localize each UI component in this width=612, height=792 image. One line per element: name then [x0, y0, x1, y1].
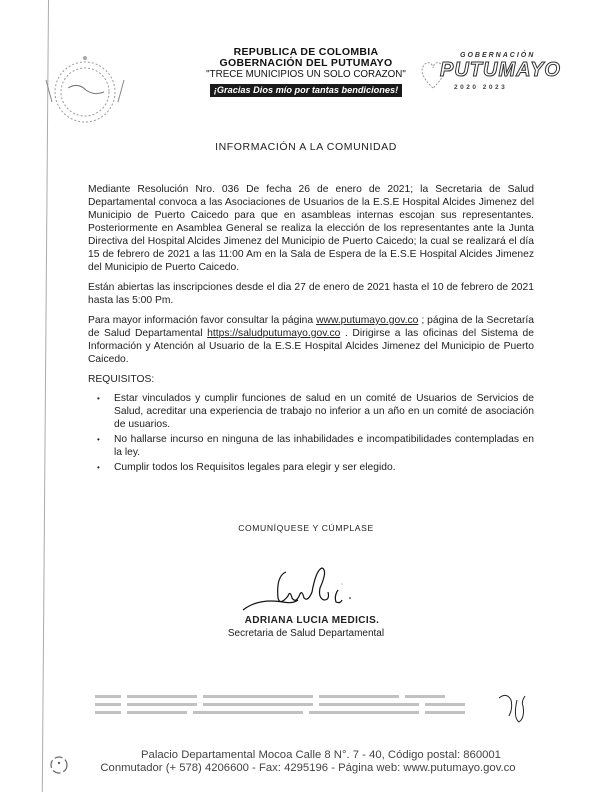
logo-label-years: 2020 2023	[454, 84, 508, 91]
header-banner: ¡Gracias Dios mío por tantas bendiciones!	[210, 84, 402, 97]
link-putumayo[interactable]: www.putumayo.gov.co	[316, 315, 419, 326]
page-footer	[0, 749, 612, 775]
coat-of-arms-seal-icon	[38, 50, 133, 130]
link-salud-putumayo[interactable]: https://saludputumayo.gov.co	[207, 328, 341, 339]
logo-label-top: GOBERNACIÓN	[460, 52, 536, 59]
requirements-list	[88, 392, 534, 474]
signer-block	[0, 614, 612, 640]
paragraph-resolution: Mediante Resolución Nro. 036 De fecha 26 de enero de 2021; la Secretaria de Salud Departamental convoca a las Asociaciones de Usuarios de la E.S.E Hospital Alcides Jimenez del Municipio de Puerto Caicedo para que en asambleas internas escojan sus representantes. Posteriormente en Asamblea General se realiza la elección de los representantes ante la Junta Directiva del Hospital Alcides Jimenez del Municipio de Puerto Caicedo; la cual se realizará el día 15 de febrero de 2021 a las 11:00 Am en la Sala de Espera de la E.S.E Hospital Alcides Jimenez del Municipio de Puerto Caicedo.	[88, 184, 534, 273]
document-title: INFORMACIÓN A LA COMUNIDAD	[215, 141, 397, 153]
info-text-3: . Dirigirse a las oficinas del Sistema de Información y Atención al Usuario de la E.S.E Hospital Alcides Jimenez del Municipio de Puerto Caicedo.	[88, 328, 534, 365]
paragraph-registration: Están abiertas las inscripciones desde el dia 27 de enero de 2021 hasta el 10 de febrero de 2021 hasta las 5:00 Pm.	[88, 282, 534, 306]
header-slogan: "TRECE MUNICIPIOS UN SOLO CORAZON"	[206, 69, 406, 80]
requirement-item: • Cumplir todos los Requisitos legales para elegir y ser elegido.	[114, 461, 534, 474]
header-government: GOBERNACIÓN DEL PUTUMAYO	[219, 57, 393, 69]
info-text-2: ; página de la Secretaría de Salud Departamental	[88, 315, 535, 339]
logo-label-name: PUTUMAYO	[440, 59, 561, 81]
footer-contact: Conmutador (+ 578) 4206600 - Fax: 4295196 - Página web: www.putumayo.gov.co	[100, 762, 516, 774]
initials-mark-icon	[495, 688, 530, 726]
header-country: REPUBLICA DE COLOMBIA	[233, 46, 379, 58]
requirement-item: • Estar vinculados y cumplir funciones de salud en un comité de Usuarios de Servicios de Salud, acreditar una experiencia de trabajo no inferior a un año en un comité de asociación de usuarios.	[114, 392, 534, 431]
info-text-1: Para mayor información favor consultar la página	[88, 315, 317, 326]
letterhead	[175, 47, 437, 98]
putumayo-logo	[418, 48, 568, 98]
approval-table-illegible	[95, 693, 505, 721]
footer-address: Palacio Departamental Mocoa Calle 8 N°. 7 - 40, Código postal: 860001	[141, 749, 501, 761]
document-body	[88, 183, 534, 476]
paragraph-info	[88, 314, 534, 366]
signer-role: Secretaria de Salud Departamental	[227, 628, 385, 639]
handwritten-signature-icon	[238, 562, 378, 612]
requirement-item: • No hallarse incurso en ninguna de las inhabilidades e incompatibilidades contempladas en la ley.	[114, 433, 534, 459]
closing-formula: COMUNÍQUESE Y CÚMPLASE	[238, 523, 374, 533]
requirements-heading: REQUISITOS:	[88, 374, 155, 385]
signer-name: ADRIANA LUCIA MEDICIS.	[244, 615, 380, 626]
